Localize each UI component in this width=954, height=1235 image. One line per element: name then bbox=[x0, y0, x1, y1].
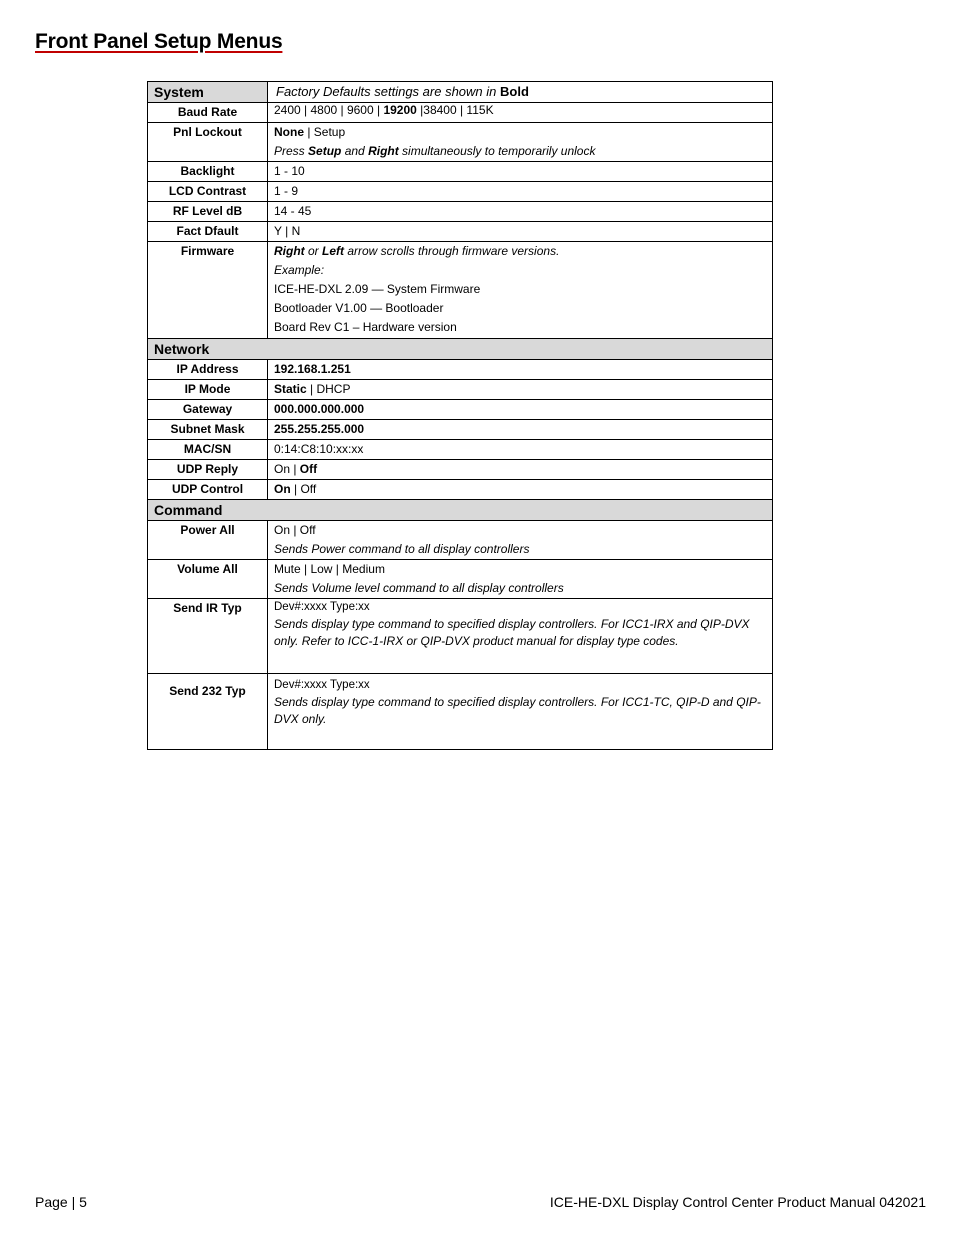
table-row bbox=[148, 420, 773, 440]
row-value: On | Off Sends Power command to all display controllers bbox=[268, 521, 773, 560]
row-label: Backlight bbox=[148, 162, 268, 182]
table-row bbox=[148, 521, 773, 560]
section-title: Network bbox=[148, 339, 773, 360]
section-title: System bbox=[148, 82, 268, 103]
row-value: 14 - 45 bbox=[268, 202, 773, 222]
table-row bbox=[148, 162, 773, 182]
table-row bbox=[148, 380, 773, 400]
section-header-system bbox=[148, 82, 773, 103]
row-value: 1 - 9 bbox=[268, 182, 773, 202]
row-label: Firmware bbox=[148, 242, 268, 339]
table-row bbox=[148, 674, 773, 750]
row-value: Static | DHCP bbox=[268, 380, 773, 400]
defaults-note: Factory Defaults settings are shown in Bold bbox=[268, 82, 773, 103]
row-label: IP Mode bbox=[148, 380, 268, 400]
row-label: Volume All bbox=[148, 560, 268, 599]
row-value: 255.255.255.000 bbox=[268, 420, 773, 440]
table-row bbox=[148, 460, 773, 480]
row-label: Send 232 Typ bbox=[148, 674, 268, 750]
table-row bbox=[148, 202, 773, 222]
row-label: LCD Contrast bbox=[148, 182, 268, 202]
row-value: 192.168.1.251 bbox=[268, 360, 773, 380]
row-label: Baud Rate bbox=[148, 103, 268, 123]
table-row bbox=[148, 242, 773, 339]
row-label: Gateway bbox=[148, 400, 268, 420]
table-row bbox=[148, 222, 773, 242]
table-row bbox=[148, 103, 773, 123]
row-value: On | Off bbox=[268, 460, 773, 480]
table-row bbox=[148, 599, 773, 674]
row-value: None | Setup Press Setup and Right simultaneously to temporarily unlock bbox=[268, 123, 773, 162]
table-row bbox=[148, 560, 773, 599]
manual-title-footer: ICE-HE-DXL Display Control Center Product Manual 042021 bbox=[549, 1194, 926, 1210]
row-value: 2400 | 4800 | 9600 | 19200 |38400 | 115K bbox=[268, 103, 773, 123]
row-value: Right or Left arrow scrolls through firmware versions. Example: ICE-HE-DXL 2.09 — System Firmware Bootloader V1.00 — Bootloader Board Rev C1 – Hardware version bbox=[268, 242, 773, 339]
row-label: UDP Control bbox=[148, 480, 268, 500]
row-value: Y | N bbox=[268, 222, 773, 242]
setup-menu-table bbox=[147, 81, 773, 750]
section-header-command bbox=[148, 500, 773, 521]
table-row bbox=[148, 480, 773, 500]
row-label: Subnet Mask bbox=[148, 420, 268, 440]
row-label: Power All bbox=[148, 521, 268, 560]
section-title: Command bbox=[148, 500, 773, 521]
page-number: Page | 5 bbox=[35, 1194, 87, 1210]
section-header-network bbox=[148, 339, 773, 360]
row-value: Dev#:xxxx Type:xx Sends display type command to specified display controllers. For ICC1-IRX and QIP-DVX only. Refer to ICC-1-IRX or QIP-DVX product manual for display type codes. bbox=[268, 599, 773, 674]
row-label: UDP Reply bbox=[148, 460, 268, 480]
table-row bbox=[148, 360, 773, 380]
row-label: IP Address bbox=[148, 360, 268, 380]
row-label: Send IR Typ bbox=[148, 599, 268, 674]
row-label: MAC/SN bbox=[148, 440, 268, 460]
table-row bbox=[148, 123, 773, 162]
row-label: Pnl Lockout bbox=[148, 123, 268, 162]
row-value: 000.000.000.000 bbox=[268, 400, 773, 420]
row-value: Mute | Low | Medium Sends Volume level command to all display controllers bbox=[268, 560, 773, 599]
row-label: RF Level dB bbox=[148, 202, 268, 222]
row-value: 0:14:C8:10:xx:xx bbox=[268, 440, 773, 460]
table-row bbox=[148, 182, 773, 202]
table-row bbox=[148, 400, 773, 420]
row-value: 1 - 10 bbox=[268, 162, 773, 182]
table-row bbox=[148, 440, 773, 460]
page-title: Front Panel Setup Menus bbox=[35, 30, 283, 53]
row-value: On | Off bbox=[268, 480, 773, 500]
row-label: Fact Dfault bbox=[148, 222, 268, 242]
row-value: Dev#:xxxx Type:xx Sends display type command to specified display controllers. For ICC1-TC, QIP-D and QIP-DVX only. bbox=[268, 674, 773, 750]
